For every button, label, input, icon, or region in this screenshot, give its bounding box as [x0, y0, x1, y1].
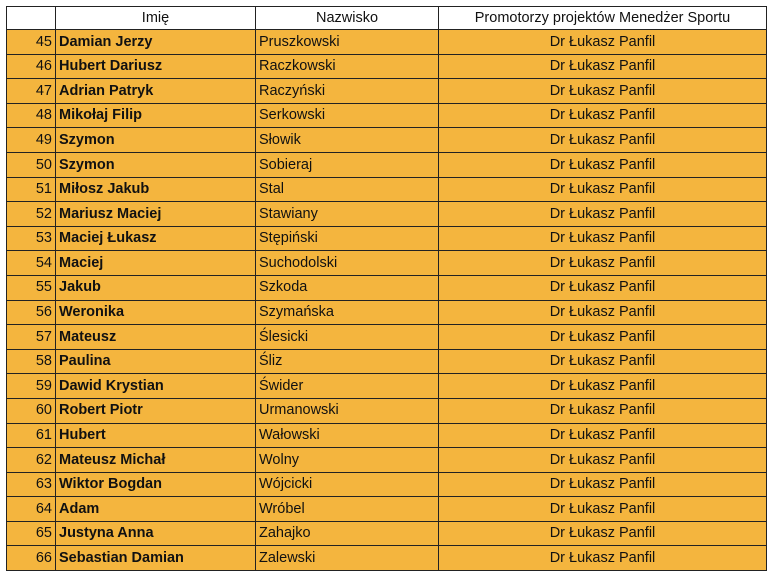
cell-first-name[interactable]: Hubert — [56, 423, 256, 448]
header-last-name[interactable]: Nazwisko — [256, 7, 439, 30]
cell-promoter[interactable]: Dr Łukasz Panfil — [439, 54, 767, 79]
cell-last-name[interactable]: Szymańska — [256, 300, 439, 325]
cell-number[interactable]: 48 — [7, 103, 56, 128]
cell-promoter[interactable]: Dr Łukasz Panfil — [439, 546, 767, 571]
table-row — [7, 226, 767, 251]
cell-number[interactable]: 59 — [7, 374, 56, 399]
header-first-name[interactable]: Imię — [56, 7, 256, 30]
cell-number[interactable]: 64 — [7, 497, 56, 522]
cell-first-name[interactable]: Mateusz — [56, 325, 256, 350]
table-row — [7, 374, 767, 399]
cell-first-name[interactable]: Paulina — [56, 349, 256, 374]
cell-number[interactable]: 65 — [7, 521, 56, 546]
cell-first-name[interactable]: Maciej Łukasz — [56, 226, 256, 251]
table-row — [7, 30, 767, 55]
cell-first-name[interactable]: Weronika — [56, 300, 256, 325]
spreadsheet — [6, 6, 766, 571]
cell-promoter[interactable]: Dr Łukasz Panfil — [439, 103, 767, 128]
cell-last-name[interactable]: Raczkowski — [256, 54, 439, 79]
table-row — [7, 546, 767, 571]
cell-promoter[interactable]: Dr Łukasz Panfil — [439, 251, 767, 276]
cell-number[interactable]: 60 — [7, 398, 56, 423]
cell-number[interactable]: 57 — [7, 325, 56, 350]
cell-promoter[interactable]: Dr Łukasz Panfil — [439, 128, 767, 153]
cell-promoter[interactable]: Dr Łukasz Panfil — [439, 374, 767, 399]
cell-promoter[interactable]: Dr Łukasz Panfil — [439, 497, 767, 522]
cell-number[interactable]: 54 — [7, 251, 56, 276]
table-row — [7, 521, 767, 546]
cell-last-name[interactable]: Stal — [256, 177, 439, 202]
cell-last-name[interactable]: Śliz — [256, 349, 439, 374]
cell-last-name[interactable]: Serkowski — [256, 103, 439, 128]
cell-last-name[interactable]: Wałowski — [256, 423, 439, 448]
cell-last-name[interactable]: Świder — [256, 374, 439, 399]
cell-number[interactable]: 61 — [7, 423, 56, 448]
cell-promoter[interactable]: Dr Łukasz Panfil — [439, 79, 767, 104]
cell-first-name[interactable]: Hubert Dariusz — [56, 54, 256, 79]
table-row — [7, 349, 767, 374]
cell-promoter[interactable]: Dr Łukasz Panfil — [439, 349, 767, 374]
header-number[interactable] — [7, 7, 56, 30]
table-row — [7, 152, 767, 177]
table-row — [7, 398, 767, 423]
table-row — [7, 423, 767, 448]
cell-number[interactable]: 45 — [7, 30, 56, 55]
table-row — [7, 448, 767, 473]
cell-number[interactable]: 58 — [7, 349, 56, 374]
header-row — [7, 7, 767, 30]
cell-last-name[interactable]: Szkoda — [256, 275, 439, 300]
cell-first-name[interactable]: Szymon — [56, 152, 256, 177]
cell-last-name[interactable]: Zahajko — [256, 521, 439, 546]
cell-last-name[interactable]: Suchodolski — [256, 251, 439, 276]
cell-promoter[interactable]: Dr Łukasz Panfil — [439, 423, 767, 448]
table-row — [7, 472, 767, 497]
cell-first-name[interactable]: Dawid Krystian — [56, 374, 256, 399]
table-row — [7, 251, 767, 276]
cell-last-name[interactable]: Zalewski — [256, 546, 439, 571]
cell-first-name[interactable]: Mariusz Maciej — [56, 202, 256, 227]
cell-number[interactable]: 62 — [7, 448, 56, 473]
cell-last-name[interactable]: Słowik — [256, 128, 439, 153]
cell-last-name[interactable]: Wójcicki — [256, 472, 439, 497]
cell-last-name[interactable]: Stępiński — [256, 226, 439, 251]
cell-number[interactable]: 50 — [7, 152, 56, 177]
cell-first-name[interactable]: Mateusz Michał — [56, 448, 256, 473]
cell-last-name[interactable]: Ślesicki — [256, 325, 439, 350]
cell-number[interactable]: 55 — [7, 275, 56, 300]
cell-last-name[interactable]: Sobieraj — [256, 152, 439, 177]
students-table — [6, 6, 767, 571]
table-row — [7, 79, 767, 104]
table-body — [7, 30, 767, 571]
cell-promoter[interactable]: Dr Łukasz Panfil — [439, 521, 767, 546]
cell-first-name[interactable]: Justyna Anna — [56, 521, 256, 546]
table-row — [7, 128, 767, 153]
cell-last-name[interactable]: Raczyński — [256, 79, 439, 104]
cell-last-name[interactable]: Stawiany — [256, 202, 439, 227]
cell-promoter[interactable]: Dr Łukasz Panfil — [439, 202, 767, 227]
cell-number[interactable]: 52 — [7, 202, 56, 227]
cell-first-name[interactable]: Damian Jerzy — [56, 30, 256, 55]
cell-first-name[interactable]: Sebastian Damian — [56, 546, 256, 571]
cell-promoter[interactable]: Dr Łukasz Panfil — [439, 152, 767, 177]
cell-number[interactable]: 53 — [7, 226, 56, 251]
cell-number[interactable]: 47 — [7, 79, 56, 104]
cell-last-name[interactable]: Wolny — [256, 448, 439, 473]
cell-promoter[interactable]: Dr Łukasz Panfil — [439, 448, 767, 473]
table-row — [7, 275, 767, 300]
table-row — [7, 202, 767, 227]
cell-number[interactable]: 66 — [7, 546, 56, 571]
cell-first-name[interactable]: Wiktor Bogdan — [56, 472, 256, 497]
cell-promoter[interactable]: Dr Łukasz Panfil — [439, 177, 767, 202]
table-row — [7, 103, 767, 128]
cell-first-name[interactable]: Robert Piotr — [56, 398, 256, 423]
table-row — [7, 54, 767, 79]
cell-promoter[interactable]: Dr Łukasz Panfil — [439, 300, 767, 325]
cell-first-name[interactable]: Jakub — [56, 275, 256, 300]
table-row — [7, 300, 767, 325]
cell-promoter[interactable]: Dr Łukasz Panfil — [439, 325, 767, 350]
cell-number[interactable]: 63 — [7, 472, 56, 497]
table-row — [7, 325, 767, 350]
table-row — [7, 177, 767, 202]
table-row — [7, 497, 767, 522]
cell-first-name[interactable]: Maciej — [56, 251, 256, 276]
cell-promoter[interactable]: Dr Łukasz Panfil — [439, 398, 767, 423]
cell-first-name[interactable]: Mikołaj Filip — [56, 103, 256, 128]
cell-first-name[interactable]: Adam — [56, 497, 256, 522]
cell-last-name[interactable]: Wróbel — [256, 497, 439, 522]
header-promoter[interactable]: Promotorzy projektów Menedżer Sportu — [439, 7, 767, 30]
cell-first-name[interactable]: Szymon — [56, 128, 256, 153]
cell-promoter[interactable]: Dr Łukasz Panfil — [439, 226, 767, 251]
cell-number[interactable]: 51 — [7, 177, 56, 202]
cell-first-name[interactable]: Adrian Patryk — [56, 79, 256, 104]
cell-promoter[interactable]: Dr Łukasz Panfil — [439, 472, 767, 497]
cell-promoter[interactable]: Dr Łukasz Panfil — [439, 30, 767, 55]
cell-number[interactable]: 56 — [7, 300, 56, 325]
cell-last-name[interactable]: Pruszkowski — [256, 30, 439, 55]
cell-number[interactable]: 49 — [7, 128, 56, 153]
cell-first-name[interactable]: Miłosz Jakub — [56, 177, 256, 202]
cell-last-name[interactable]: Urmanowski — [256, 398, 439, 423]
cell-promoter[interactable]: Dr Łukasz Panfil — [439, 275, 767, 300]
cell-number[interactable]: 46 — [7, 54, 56, 79]
